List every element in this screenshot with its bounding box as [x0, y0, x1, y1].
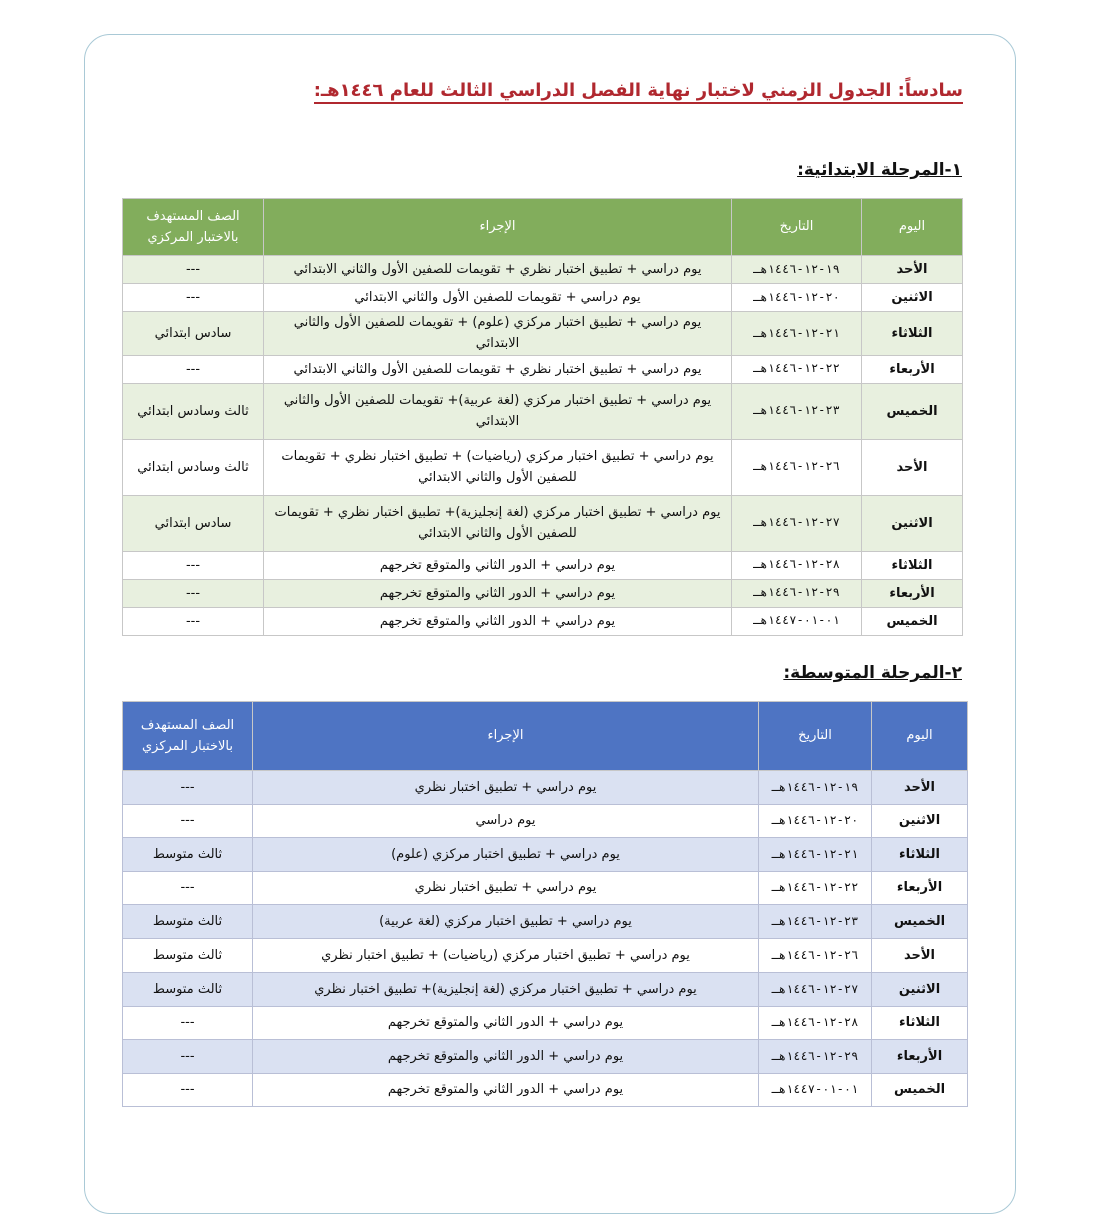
date-cell: ٢٠-١٢-١٤٤٦هـ [759, 805, 872, 838]
target-grade-cell: ثالث متوسط [123, 973, 253, 1007]
header-target-grade: الصف المستهدف بالاختبار المركزي [123, 702, 253, 771]
target-grade-cell: ثالث وسادس ابتدائي [123, 383, 264, 439]
table-row [123, 383, 963, 439]
target-grade-cell: --- [123, 355, 264, 383]
header-day: اليوم [872, 702, 968, 771]
intermediate-header-row [123, 702, 968, 771]
header-target-grade: الصف المستهدف بالاختبار المركزي [123, 199, 264, 256]
table-row [123, 551, 963, 579]
procedure-cell: يوم دراسي + تقويمات للصفين الأول والثاني الابتدائي [264, 284, 732, 312]
table-row [123, 607, 963, 635]
date-cell: ٢٢-١٢-١٤٤٦هـ [732, 355, 862, 383]
table-row [123, 939, 968, 973]
table-row [123, 1007, 968, 1040]
date-cell: ٠١-٠١-١٤٤٧هـ [732, 607, 862, 635]
header-date: التاريخ [732, 199, 862, 256]
procedure-cell: يوم دراسي + تطبيق اختبار مركزي (رياضيات) + تطبيق اختبار نظري [253, 939, 759, 973]
procedure-cell: يوم دراسي [253, 805, 759, 838]
table-row [123, 838, 968, 872]
table-row [123, 771, 968, 805]
target-grade-cell: --- [123, 256, 264, 284]
intermediate-schedule-table [122, 701, 968, 1107]
day-cell: الأحد [872, 939, 968, 973]
header-procedure: الإجراء [264, 199, 732, 256]
target-grade-cell: --- [123, 872, 253, 905]
procedure-cell: يوم دراسي + الدور الثاني والمتوقع تخرجهم [264, 579, 732, 607]
day-cell: الاثنين [872, 805, 968, 838]
day-cell: الثلاثاء [862, 312, 963, 356]
target-grade-cell: سادس ابتدائي [123, 312, 264, 356]
target-grade-cell: ثالث متوسط [123, 939, 253, 973]
procedure-cell: يوم دراسي + تطبيق اختبار نظري + تقويمات للصفين الأول والثاني الابتدائي [264, 355, 732, 383]
day-cell: الأحد [872, 771, 968, 805]
procedure-cell: يوم دراسي + تطبيق اختبار نظري + تقويمات للصفين الأول والثاني الابتدائي [264, 256, 732, 284]
date-cell: ٢١-١٢-١٤٤٦هـ [732, 312, 862, 356]
date-cell: ٢٩-١٢-١٤٤٦هـ [732, 579, 862, 607]
header-procedure: الإجراء [253, 702, 759, 771]
day-cell: الثلاثاء [872, 838, 968, 872]
procedure-cell: يوم دراسي + الدور الثاني والمتوقع تخرجهم [253, 1074, 759, 1107]
table-row [123, 439, 963, 495]
page-title: سادساً: الجدول الزمني لاختبار نهاية الفصل الدراسي الثالث للعام ١٤٤٦هـ: [314, 80, 963, 104]
day-cell: الخميس [862, 607, 963, 635]
day-cell: الاثنين [872, 973, 968, 1007]
primary-header-row [123, 199, 963, 256]
primary-section-title: ١-المرحلة الابتدائية: [797, 160, 962, 180]
date-cell: ٠١-٠١-١٤٤٧هـ [759, 1074, 872, 1107]
table-row [123, 579, 963, 607]
procedure-cell: يوم دراسي + تطبيق اختبار مركزي (لغة عربية)+ تقويمات للصفين الأول والثاني الابتدائي [264, 383, 732, 439]
procedure-cell: يوم دراسي + تطبيق اختبار نظري [253, 771, 759, 805]
target-grade-cell: --- [123, 805, 253, 838]
date-cell: ٢٦-١٢-١٤٤٦هـ [759, 939, 872, 973]
day-cell: الأربعاء [872, 1040, 968, 1074]
day-cell: الأربعاء [862, 579, 963, 607]
target-grade-cell: --- [123, 1007, 253, 1040]
target-grade-cell: ثالث وسادس ابتدائي [123, 439, 264, 495]
date-cell: ١٩-١٢-١٤٤٦هـ [732, 256, 862, 284]
date-cell: ٢٣-١٢-١٤٤٦هـ [759, 905, 872, 939]
date-cell: ٢٣-١٢-١٤٤٦هـ [732, 383, 862, 439]
table-row [123, 1074, 968, 1107]
procedure-cell: يوم دراسي + الدور الثاني والمتوقع تخرجهم [264, 551, 732, 579]
date-cell: ٢٨-١٢-١٤٤٦هـ [732, 551, 862, 579]
procedure-cell: يوم دراسي + الدور الثاني والمتوقع تخرجهم [264, 607, 732, 635]
target-grade-cell: --- [123, 1040, 253, 1074]
date-cell: ٢٦-١٢-١٤٤٦هـ [732, 439, 862, 495]
procedure-cell: يوم دراسي + تطبيق اختبار مركزي (رياضيات) + تطبيق اختبار نظري + تقويمات للصفين الأول والثاني الابتدائي [264, 439, 732, 495]
header-day: اليوم [862, 199, 963, 256]
date-cell: ٢٧-١٢-١٤٤٦هـ [732, 495, 862, 551]
table-row [123, 495, 963, 551]
day-cell: الاثنين [862, 284, 963, 312]
target-grade-cell: --- [123, 551, 264, 579]
table-row [123, 973, 968, 1007]
day-cell: الثلاثاء [872, 1007, 968, 1040]
day-cell: الخميس [872, 905, 968, 939]
table-row [123, 805, 968, 838]
primary-table-body [123, 256, 963, 636]
day-cell: الأحد [862, 439, 963, 495]
target-grade-cell: ثالث متوسط [123, 838, 253, 872]
day-cell: الخميس [862, 383, 963, 439]
target-grade-cell: --- [123, 771, 253, 805]
day-cell: الثلاثاء [862, 551, 963, 579]
procedure-cell: يوم دراسي + تطبيق اختبار مركزي (لغة إنجليزية)+ تطبيق اختبار نظري + تقويمات للصفين الأول والثاني الابتدائي [264, 495, 732, 551]
date-cell: ٢١-١٢-١٤٤٦هـ [759, 838, 872, 872]
date-cell: ٢٢-١٢-١٤٤٦هـ [759, 872, 872, 905]
intermediate-section-title: ٢-المرحلة المتوسطة: [783, 663, 962, 683]
target-grade-cell: --- [123, 284, 264, 312]
target-grade-cell: --- [123, 579, 264, 607]
header-date: التاريخ [759, 702, 872, 771]
procedure-cell: يوم دراسي + تطبيق اختبار مركزي (لغة عربية) [253, 905, 759, 939]
procedure-cell: يوم دراسي + تطبيق اختبار مركزي (لغة إنجليزية)+ تطبيق اختبار نظري [253, 973, 759, 1007]
date-cell: ٢٨-١٢-١٤٤٦هـ [759, 1007, 872, 1040]
target-grade-cell: ثالث متوسط [123, 905, 253, 939]
target-grade-cell: --- [123, 607, 264, 635]
day-cell: الأربعاء [872, 872, 968, 905]
procedure-cell: يوم دراسي + الدور الثاني والمتوقع تخرجهم [253, 1007, 759, 1040]
target-grade-cell: --- [123, 1074, 253, 1107]
table-row [123, 905, 968, 939]
procedure-cell: يوم دراسي + الدور الثاني والمتوقع تخرجهم [253, 1040, 759, 1074]
date-cell: ٢٠-١٢-١٤٤٦هـ [732, 284, 862, 312]
procedure-cell: يوم دراسي + تطبيق اختبار مركزي (علوم) [253, 838, 759, 872]
table-row [123, 256, 963, 284]
intermediate-table-body [123, 771, 968, 1107]
date-cell: ٢٩-١٢-١٤٤٦هـ [759, 1040, 872, 1074]
table-row [123, 355, 963, 383]
table-row [123, 312, 963, 356]
day-cell: الأربعاء [862, 355, 963, 383]
primary-schedule-table [122, 198, 963, 636]
date-cell: ١٩-١٢-١٤٤٦هـ [759, 771, 872, 805]
day-cell: الخميس [872, 1074, 968, 1107]
table-row [123, 872, 968, 905]
table-row [123, 1040, 968, 1074]
date-cell: ٢٧-١٢-١٤٤٦هـ [759, 973, 872, 1007]
target-grade-cell: سادس ابتدائي [123, 495, 264, 551]
day-cell: الاثنين [862, 495, 963, 551]
table-row [123, 284, 963, 312]
procedure-cell: يوم دراسي + تطبيق اختبار مركزي (علوم) + تقويمات للصفين الأول والثاني الابتدائي [264, 312, 732, 356]
procedure-cell: يوم دراسي + تطبيق اختبار نظري [253, 872, 759, 905]
day-cell: الأحد [862, 256, 963, 284]
